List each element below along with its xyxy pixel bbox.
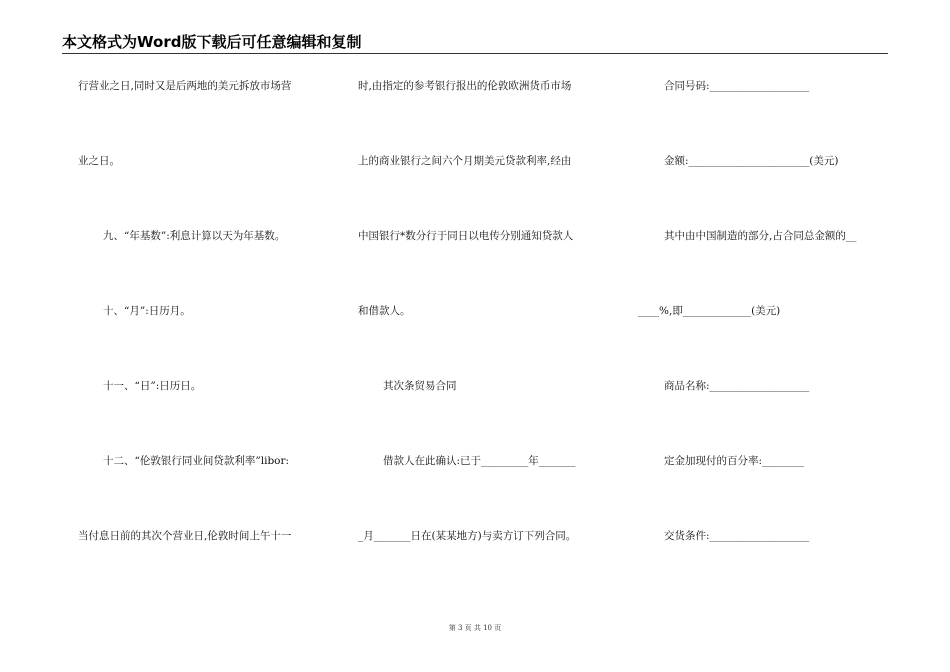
right-line-7: 交货条件:___________________ bbox=[664, 530, 810, 542]
right-line-5: 商品名称:___________________ bbox=[664, 380, 810, 392]
right-line-2: 金额:_______________________(美元) bbox=[664, 155, 839, 167]
page-number-footer: 第 3 页 共 10 页 bbox=[448, 624, 502, 632]
middle-line-5: 其次条贸易合同 bbox=[383, 380, 457, 392]
right-line-3: 其中由中国制造的部分,占合同总金额的__ bbox=[664, 230, 857, 242]
header-divider bbox=[62, 53, 888, 54]
left-line-7: 当付息日前的其次个营业日,伦敦时间上午十一 bbox=[78, 530, 292, 542]
left-line-2: 业之日。 bbox=[78, 155, 120, 167]
middle-line-3: 中国银行*数分行于同日以电传分别通知贷款人 bbox=[358, 230, 574, 242]
left-line-4: 十、“月”:日历月。 bbox=[103, 305, 191, 317]
document-header-title: 本文格式为Word版下载后可任意编辑和复制 bbox=[62, 33, 362, 51]
left-line-3: 九、“年基数”:利息计算以天为年基数。 bbox=[103, 230, 286, 242]
right-line-6: 定金加现付的百分率:________ bbox=[664, 455, 805, 467]
right-line-4: ____%,即_____________(美元) bbox=[638, 305, 781, 317]
middle-line-2: 上的商业银行之间六个月期美元贷款利率,经由 bbox=[358, 155, 572, 167]
middle-line-6: 借款人在此确认:已于_________年_______ bbox=[383, 455, 576, 467]
right-line-1: 合同号码:___________________ bbox=[664, 80, 810, 92]
left-line-1: 行营业之日,同时又是后两地的美元拆放市场营 bbox=[78, 80, 292, 92]
middle-line-7: _月_______日在(某某地方)与卖方订下列合同。 bbox=[358, 530, 577, 542]
middle-line-1: 时,由指定的参考银行报出的伦敦欧洲货币市场 bbox=[358, 80, 572, 92]
middle-line-4: 和借款人。 bbox=[358, 305, 411, 317]
left-line-5: 十一、“日”:日历日。 bbox=[103, 380, 202, 392]
left-line-6: 十二、“伦敦银行同业间贷款利率”libor: bbox=[103, 455, 290, 467]
